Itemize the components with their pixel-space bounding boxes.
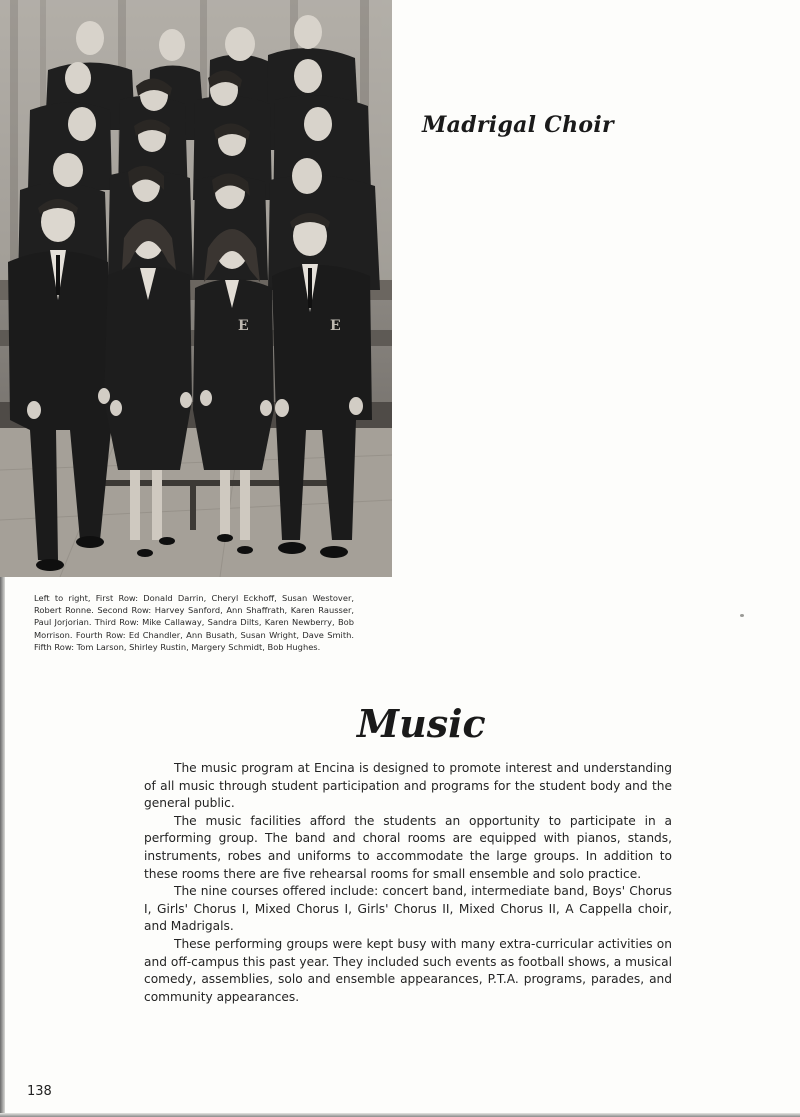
svg-text:E: E	[238, 318, 249, 334]
paragraph: The nine courses offered include: concert band, intermediate band, Boys' Chorus I, Girls' Chorus I, Mixed Chorus I, Girls' Chorus II, Mixed Chorus II, A Cappella choir, and Madrigals.	[144, 884, 672, 934]
photo-caption: Left to right, First Row: Donald Darrin, Cheryl Eckhoff, Susan Westover, Robert Ronne. Second Row: Harvey Sanford, Ann Shaffrath, Karen Rausser, Paul Jorjorian. Third Row: Mike Callaway, Sandra Dilts, Karen Newberry, Bob Morrison. Fourth Row: Ed Chandler, Ann Busath, Susan Wright, Dave Smith. Fifth Row: Tom Larson, Shirley Rustin, Margery Schmidt, Bob Hughes.	[34, 593, 354, 652]
page-title: Music	[357, 701, 486, 746]
section-heading: Madrigal Choir	[422, 112, 614, 138]
page-number: 138	[27, 1084, 52, 1099]
body-text	[144, 760, 672, 1006]
svg-text:E: E	[330, 318, 341, 334]
paragraph: The music facilities afford the students an opportunity to participate in a performing group. The band and choral rooms are equipped with pianos, stands, instruments, robes and uniforms to accommodate the large groups. In addition to these rooms there are five rehearsal rooms for small ensemble and solo practice.	[144, 813, 672, 881]
paragraph: The music program at Encina is designed to promote interest and understanding of all music through student participation and programs for the student body and the general public.	[144, 761, 672, 811]
paper-speck	[740, 614, 744, 617]
page-edge-bottom-shadow	[0, 1113, 800, 1117]
paragraph: These performing groups were kept busy with many extra-curricular activities on and off-campus this past year. They included such events as football shows, a musical comedy, assemblies, solo and ensemble appearances, P.T.A. programs, parades, and community appearances.	[144, 936, 672, 1004]
choir-group-photo	[0, 0, 392, 577]
